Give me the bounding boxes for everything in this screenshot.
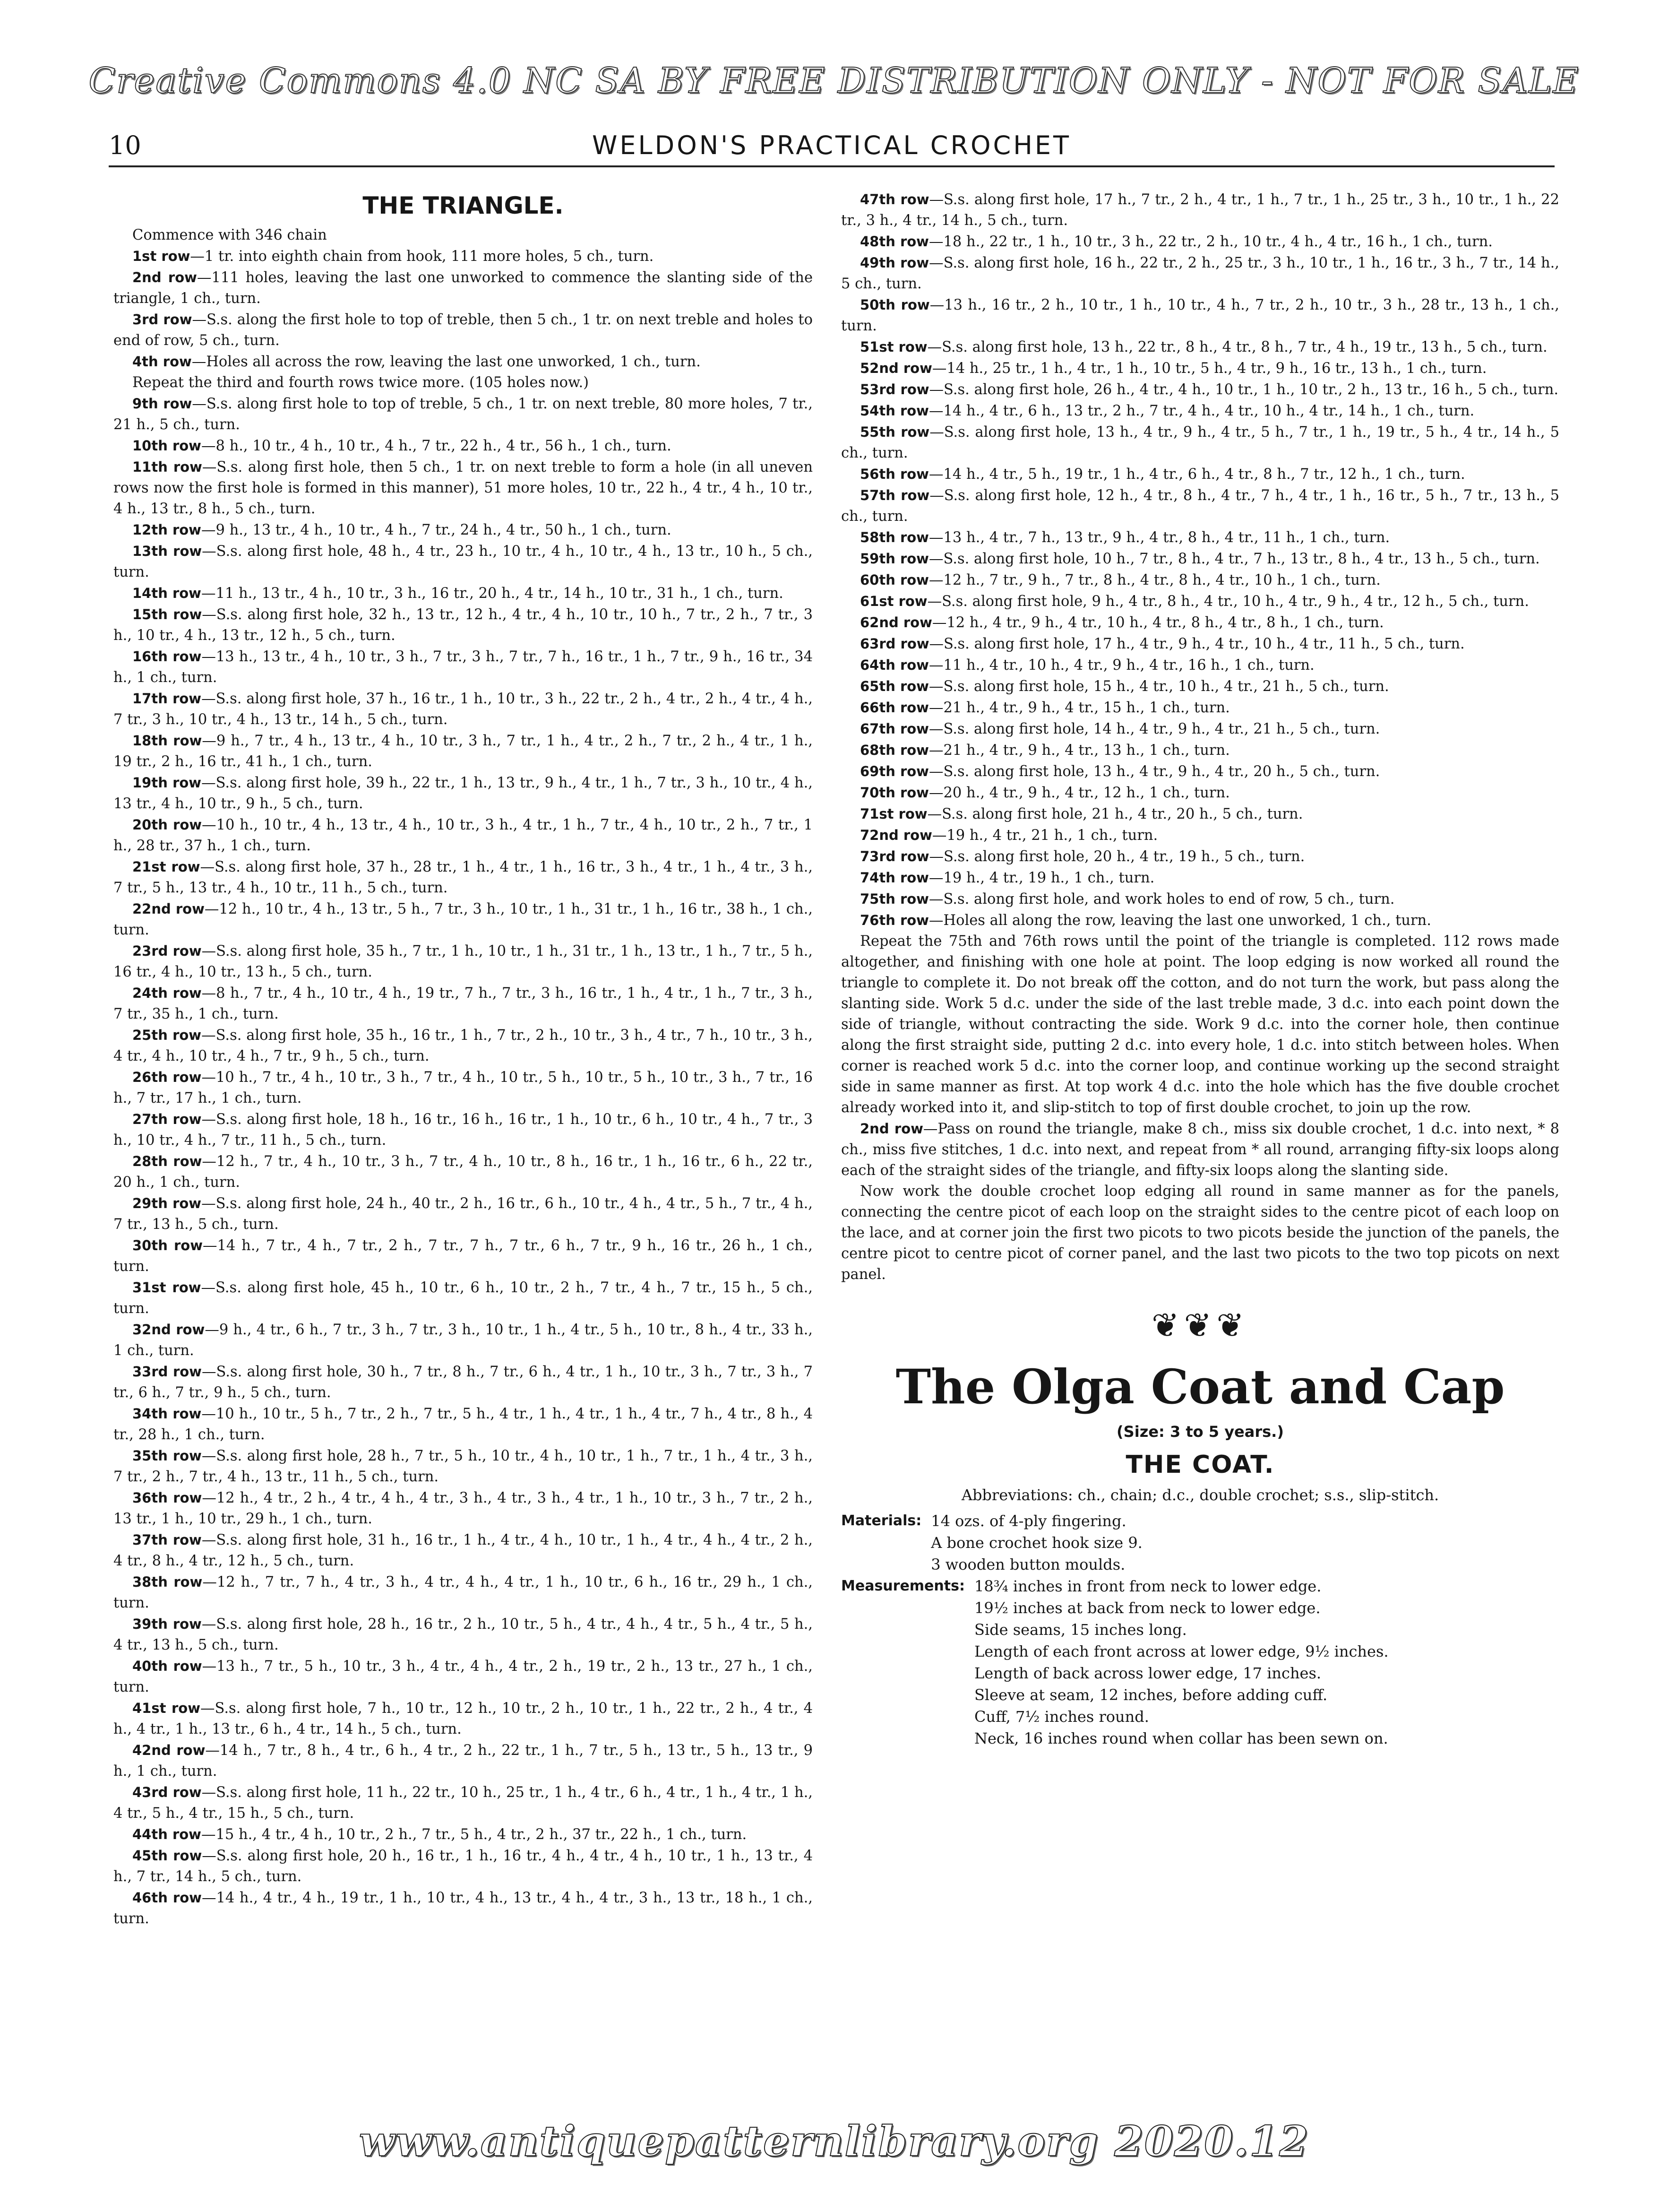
running-header bbox=[109, 128, 1555, 167]
row-text: —11 h., 13 tr., 4 h., 10 tr., 3 h., 16 tr., 20 h., 4 tr., 14 h., 10 tr., 31 h., 1 ch., turn. bbox=[201, 585, 783, 602]
row-label: 32nd row bbox=[132, 1322, 205, 1338]
row-label: 63rd row bbox=[860, 636, 929, 652]
instruction-row bbox=[841, 846, 1559, 867]
row-label: 57th row bbox=[860, 487, 930, 503]
row-text: —S.s. along first hole, then 5 ch., 1 tr. on next treble to form a hole (in all uneven rows now the first hole is formed in this manner), 51 more holes, 10 tr., 22 h., 4 tr., 4 h., 10 tr., 4 h., 13 tr., 8 h., 5 ch., turn. bbox=[113, 459, 813, 517]
row-label: 29th row bbox=[132, 1195, 202, 1211]
instruction-row bbox=[841, 189, 1559, 231]
row-text: —8 h., 10 tr., 4 h., 10 tr., 4 h., 7 tr., 22 h., 4 tr., 56 h., 1 ch., turn. bbox=[201, 438, 671, 454]
row-label: 76th row bbox=[860, 912, 929, 928]
row-text: —20 h., 4 tr., 9 h., 4 tr., 12 h., 1 ch., turn. bbox=[929, 785, 1230, 801]
instruction-row bbox=[113, 435, 813, 457]
row-text: —S.s. along first hole to top of treble, 5 ch., 1 tr. on next treble, 80 more holes, 7 tr., 21 h., 5 ch., turn. bbox=[113, 396, 813, 433]
row-text: —14 h., 7 tr., 8 h., 4 tr., 6 h., 4 tr., 2 h., 22 tr., 1 h., 7 tr., 5 h., 13 tr., 5 h., 13 tr., 9 h., 1 ch., turn. bbox=[113, 1742, 813, 1780]
row-text: —S.s. along first hole, 37 h., 16 tr., 1 h., 10 tr., 3 h., 22 tr., 2 h., 4 tr., 2 h., 4 tr., 4 h., 7 tr., 3 h., 10 tr., 4 h., 13 tr., 14 h., 5 ch., turn. bbox=[113, 691, 813, 728]
left-column bbox=[113, 189, 813, 1929]
instruction-row bbox=[113, 1824, 813, 1845]
measurements-label: Measurements: bbox=[841, 1578, 965, 1594]
row-text: —12 h., 7 tr., 7 h., 4 tr., 3 h., 4 tr., 4 h., 4 tr., 1 h., 10 tr., 6 h., 16 tr., 29 h., 1 ch., turn. bbox=[113, 1574, 813, 1611]
row-label: 37th row bbox=[132, 1532, 202, 1548]
row-text: —10 h., 7 tr., 4 h., 10 tr., 3 h., 7 tr., 4 h., 10 tr., 5 h., 10 tr., 5 h., 10 tr., 3 h., 7 tr., 16 h., 7 tr., 17 h., 1 ch., turn. bbox=[113, 1069, 813, 1106]
instruction-row bbox=[841, 889, 1559, 910]
row-text: —S.s. along first hole, 13 h., 4 tr., 9 h., 4 tr., 5 h., 7 tr., 1 h., 19 tr., 5 h., 4 tr., 14 h., 5 ch., turn. bbox=[841, 424, 1559, 461]
row-label: 62nd row bbox=[860, 614, 932, 631]
row-label: 38th row bbox=[132, 1574, 203, 1590]
row-text: —S.s. along the first hole to top of treble, then 5 ch., 1 tr. on next treble and holes to end of row, 5 ch., turn. bbox=[113, 311, 813, 349]
running-title: WELDON'S PRACTICAL CROCHET bbox=[592, 130, 1071, 160]
instruction-row bbox=[113, 1782, 813, 1824]
row-text: —S.s. along first hole, 17 h., 7 tr., 2 h., 4 tr., 1 h., 7 tr., 1 h., 25 tr., 3 h., 10 tr., 1 h., 22 tr., 3 h., 4 tr., 14 h., 5 ch., turn. bbox=[841, 191, 1559, 229]
row-label: 60th row bbox=[860, 572, 929, 588]
instruction-row bbox=[113, 1529, 813, 1572]
intro-line: Commence with 346 chain bbox=[132, 227, 327, 243]
row-label: 75th row bbox=[860, 891, 929, 907]
instruction-row bbox=[841, 527, 1559, 548]
repeat-paragraph: Repeat the 75th and 76th rows until the point of the triangle is completed. 112 rows made altogether, and finishing with one hole at point. The loop edging is now worked all round the triangle to complete it. Do not break off the cotton, and do not turn the work, but pass along the slanting side. Work 5 d.c. under the side of the last treble made, 3 d.c. into each point down the side of triangle, without contracting the side. Work 9 d.c. into the corner hole, then continue along the first straight side, putting 2 d.c. into every hole, 1 d.c. into stitch between holes. When corner is reached work 5 d.c. into the corner loop, and continue working up the second straight side in same manner as first. At top work 4 d.c. into the hole which has the five double crochet already worked into it, and slip-stitch to top of first double crochet, to join up the row. bbox=[841, 933, 1559, 1116]
row-text: —111 holes, leaving the last one unworked to commence the slanting side of the triangle, 1 ch., turn. bbox=[113, 269, 813, 307]
instruction-row bbox=[113, 393, 813, 435]
row-text: —S.s. along first hole, 20 h., 4 tr., 19 h., 5 ch., turn. bbox=[929, 848, 1305, 865]
row-text: —S.s. along first hole, 32 h., 13 tr., 12 h., 4 tr., 4 h., 10 tr., 10 h., 7 tr., 2 h., 7 tr., 3 h., 10 tr., 4 h., 13 tr., 12 h., 5 ch., turn. bbox=[113, 606, 813, 644]
instruction-row bbox=[113, 1067, 813, 1109]
rows-list-a bbox=[113, 246, 813, 372]
row-label: 64th row bbox=[860, 657, 929, 673]
instruction-row bbox=[113, 457, 813, 519]
row-text: —S.s. along first hole, 13 h., 4 tr., 9 h., 4 tr., 20 h., 5 ch., turn. bbox=[929, 763, 1380, 780]
row-label: 69th row bbox=[860, 763, 929, 779]
row-label: 40th row bbox=[132, 1658, 202, 1674]
row-text: —12 h., 7 tr., 9 h., 7 tr., 8 h., 4 tr., 8 h., 4 tr., 10 h., 1 ch., turn. bbox=[929, 572, 1381, 588]
measurement-item: Neck, 16 inches round when collar has been sewn on. bbox=[974, 1729, 1388, 1747]
instruction-row bbox=[113, 899, 813, 941]
row-label: 54th row bbox=[860, 403, 929, 419]
instruction-row bbox=[841, 337, 1559, 358]
row-label: 51st row bbox=[860, 339, 928, 355]
row-text: —21 h., 4 tr., 9 h., 4 tr., 13 h., 1 ch., turn. bbox=[929, 742, 1230, 759]
materials-item: A bone crochet hook size 9. bbox=[931, 1534, 1143, 1552]
row-label: 21st row bbox=[132, 859, 200, 875]
measurement-item: Length of each front across at lower edge, 9½ inches. bbox=[974, 1642, 1389, 1660]
row-text: —11 h., 4 tr., 10 h., 4 tr., 9 h., 4 tr., 16 h., 1 ch., turn. bbox=[929, 657, 1315, 674]
second-row-paragraph bbox=[841, 1118, 1559, 1181]
row-label: 1st row bbox=[132, 248, 190, 264]
row-label: 17th row bbox=[132, 691, 202, 707]
row-text: —S.s. along first hole, 35 h., 7 tr., 1 h., 10 tr., 1 h., 31 tr., 1 h., 13 tr., 1 h., 7 tr., 5 h., 16 tr., 4 h., 10 tr., 13 h., 5 ch., turn. bbox=[113, 943, 813, 980]
measurement-item: Sleeve at seam, 12 inches, before adding cuff. bbox=[974, 1686, 1328, 1704]
row-label: 52nd row bbox=[860, 360, 932, 376]
instruction-row bbox=[113, 1487, 813, 1529]
row-label: 27th row bbox=[132, 1111, 202, 1127]
row-label: 3rd row bbox=[132, 311, 192, 328]
instruction-row bbox=[113, 604, 813, 646]
instruction-row bbox=[841, 910, 1559, 931]
instruction-row bbox=[841, 294, 1559, 337]
measurement-item: Length of back across lower edge, 17 inches. bbox=[974, 1664, 1322, 1682]
row-label: 70th row bbox=[860, 785, 929, 801]
instruction-row bbox=[841, 400, 1559, 422]
row-label: 42nd row bbox=[132, 1742, 206, 1758]
row-label: 72nd row bbox=[860, 827, 932, 843]
instruction-row bbox=[113, 1151, 813, 1193]
instruction-row bbox=[113, 1025, 813, 1067]
row-label: 2nd row bbox=[132, 269, 197, 285]
instruction-row bbox=[113, 309, 813, 351]
row-text: —12 h., 4 tr., 9 h., 4 tr., 10 h., 4 tr., 8 h., 4 tr., 8 h., 1 ch., turn. bbox=[932, 614, 1384, 631]
row-label: 33rd row bbox=[132, 1364, 202, 1380]
instruction-row bbox=[113, 856, 813, 899]
row-text: —S.s. along first hole, 12 h., 4 tr., 8 h., 4 tr., 7 h., 4 tr., 1 h., 16 tr., 5 h., 7 tr., 13 h., 5 ch., turn. bbox=[841, 487, 1559, 525]
row-label: 9th row bbox=[132, 396, 192, 412]
instruction-row bbox=[113, 246, 813, 267]
row-text: —S.s. along first hole, 35 h., 16 tr., 1 h., 7 tr., 2 h., 10 tr., 3 h., 4 tr., 7 h., 10 tr., 3 h., 4 tr., 4 h., 10 tr., 4 h., 7 tr., 9 h., 5 ch., turn. bbox=[113, 1027, 813, 1064]
row-label: 11th row bbox=[132, 459, 202, 475]
final-paragraph: Now work the double crochet loop edging all round in same manner as for the panels, connecting the centre picot of each loop on the straight sides to the centre picot of each loop on the lace, and at corner join the first two picots to two picots beside the junction of the panels, the centre picot to centre picot of corner panel, and the last two picots to the two top picots on next panel. bbox=[841, 1183, 1559, 1283]
row-text: —14 h., 4 tr., 5 h., 19 tr., 1 h., 4 tr., 6 h., 4 tr., 8 h., 7 tr., 12 h., 1 ch., turn. bbox=[929, 466, 1465, 483]
row-text: —S.s. along first hole, 39 h., 22 tr., 1 h., 13 tr., 9 h., 4 tr., 1 h., 7 tr., 3 h., 10 tr., 4 h., 13 tr., 4 h., 10 tr., 9 h., 5 ch., turn. bbox=[113, 775, 813, 812]
instruction-row bbox=[841, 548, 1559, 570]
row-label: 50th row bbox=[860, 297, 930, 313]
row-label: 34th row bbox=[132, 1406, 202, 1422]
row-label: 67th row bbox=[860, 721, 929, 737]
instruction-row bbox=[113, 1887, 813, 1929]
instruction-row bbox=[113, 814, 813, 856]
row-text: —14 h., 7 tr., 4 h., 7 tr., 2 h., 7 tr., 7 h., 7 tr., 6 h., 7 tr., 9 h., 16 tr., 26 h., 1 ch., turn. bbox=[113, 1237, 813, 1275]
row-label: 22nd row bbox=[132, 901, 205, 917]
row-text: —S.s. along first hole, 20 h., 16 tr., 1 h., 16 tr., 4 h., 4 tr., 4 h., 10 tr., 1 h., 13 tr., 4 h., 7 tr., 14 h., 5 ch., turn. bbox=[113, 1848, 813, 1885]
instruction-row bbox=[841, 379, 1559, 400]
row-text: —18 h., 22 tr., 1 h., 10 tr., 3 h., 22 tr., 2 h., 10 tr., 4 h., 4 tr., 16 h., 1 ch., turn. bbox=[929, 233, 1493, 250]
size-line: (Size: 3 to 5 years.) bbox=[1117, 1423, 1284, 1441]
row-label: 74th row bbox=[860, 870, 929, 886]
row-label: 66th row bbox=[860, 700, 929, 716]
materials-block bbox=[841, 1510, 1559, 1575]
row-text: —21 h., 4 tr., 9 h., 4 tr., 15 h., 1 ch., turn. bbox=[929, 700, 1230, 716]
instruction-row bbox=[113, 541, 813, 583]
instruction-row bbox=[113, 1740, 813, 1782]
materials-item: 14 ozs. of 4-ply fingering. bbox=[931, 1512, 1126, 1530]
row-label: 71st row bbox=[860, 806, 928, 822]
measurement-item: Side seams, 15 inches long. bbox=[974, 1621, 1187, 1639]
row-label: 48th row bbox=[860, 233, 929, 250]
row-label: 73rd row bbox=[860, 848, 929, 864]
instruction-row bbox=[841, 676, 1559, 697]
rows-list-c bbox=[841, 189, 1559, 931]
instruction-row bbox=[841, 591, 1559, 612]
row-text: —13 h., 13 tr., 4 h., 10 tr., 3 h., 7 tr., 3 h., 7 tr., 7 h., 16 tr., 1 h., 7 tr., 9 h., 16 tr., 34 h., 1 ch., turn. bbox=[113, 648, 813, 686]
row-label: 10th row bbox=[132, 438, 201, 454]
row-text: —9 h., 13 tr., 4 h., 10 tr., 4 h., 7 tr., 24 h., 4 tr., 50 h., 1 ch., turn. bbox=[201, 522, 671, 538]
row-label: 16th row bbox=[132, 648, 202, 665]
instruction-row bbox=[113, 267, 813, 309]
instruction-row bbox=[113, 1193, 813, 1235]
instruction-row bbox=[113, 519, 813, 541]
instruction-row bbox=[113, 1403, 813, 1445]
row-label: 30th row bbox=[132, 1237, 203, 1253]
row-label: 31st row bbox=[132, 1279, 201, 1296]
row-label: 53rd row bbox=[860, 381, 929, 397]
row-label: 2nd row bbox=[860, 1121, 923, 1137]
instruction-row bbox=[841, 231, 1559, 252]
instruction-row bbox=[841, 422, 1559, 464]
materials-item: 3 wooden button moulds. bbox=[931, 1555, 1126, 1573]
repeat-note: Repeat the third and fourth rows twice more. (105 holes now.) bbox=[132, 374, 589, 391]
row-label: 12th row bbox=[132, 522, 201, 538]
row-label: 24th row bbox=[132, 985, 202, 1001]
row-label: 36th row bbox=[132, 1490, 202, 1506]
instruction-row bbox=[841, 740, 1559, 761]
row-text: —S.s. along first hole, 24 h., 40 tr., 2 h., 16 tr., 6 h., 10 tr., 4 h., 4 tr., 5 h., 7 tr., 4 h., 7 tr., 13 h., 5 ch., turn. bbox=[113, 1195, 813, 1233]
instruction-row bbox=[113, 1235, 813, 1277]
row-label: 43rd row bbox=[132, 1784, 202, 1800]
row-text: —S.s. along first hole, 11 h., 22 tr., 10 h., 25 tr., 1 h., 4 tr., 6 h., 4 tr., 1 h., 4 tr., 1 h., 4 tr., 5 h., 4 tr., 15 h., 5 ch., turn. bbox=[113, 1784, 813, 1822]
row-text: —S.s. along first hole, 17 h., 4 tr., 9 h., 4 tr., 10 h., 4 tr., 11 h., 5 ch., turn. bbox=[929, 636, 1465, 652]
instruction-row bbox=[841, 782, 1559, 804]
row-label: 23rd row bbox=[132, 943, 202, 959]
right-column bbox=[841, 189, 1559, 1749]
instruction-row bbox=[841, 825, 1559, 846]
row-text: —13 h., 16 tr., 2 h., 10 tr., 1 h., 10 tr., 4 h., 7 tr., 2 h., 10 tr., 3 h., 28 tr., 13 h., 1 ch., turn. bbox=[841, 297, 1559, 334]
row-text: —S.s. along first hole, 45 h., 10 tr., 6 h., 10 tr., 2 h., 7 tr., 4 h., 7 tr., 15 h., 5 ch., turn. bbox=[113, 1279, 813, 1317]
row-text: —S.s. along first hole, 7 h., 10 tr., 12 h., 10 tr., 2 h., 10 tr., 1 h., 22 tr., 2 h., 4 tr., 4 h., 4 tr., 1 h., 13 tr., 6 h., 4 tr., 14 h., 5 ch., turn. bbox=[113, 1700, 813, 1737]
row-text: —S.s. along first hole, 9 h., 4 tr., 8 h., 4 tr., 10 h., 4 tr., 9 h., 4 tr., 12 h., 5 ch., turn. bbox=[927, 593, 1529, 610]
row-text: —19 h., 4 tr., 21 h., 1 ch., turn. bbox=[932, 827, 1158, 844]
row-text: —S.s. along first hole, 16 h., 22 tr., 2 h., 25 tr., 3 h., 10 tr., 1 h., 16 tr., 3 h., 7 tr., 14 h., 5 ch., turn. bbox=[841, 255, 1559, 292]
row-text: —S.s. along first hole, 18 h., 16 tr., 16 h., 16 tr., 1 h., 10 tr., 6 h., 10 tr., 4 h., 7 tr., 3 h., 10 tr., 4 h., 7 tr., 11 h., 5 ch., turn. bbox=[113, 1111, 813, 1149]
row-text: —12 h., 10 tr., 4 h., 13 tr., 5 h., 7 tr., 3 h., 10 tr., 1 h., 31 tr., 1 h., 16 tr., 38 h., 1 ch., turn. bbox=[113, 901, 813, 938]
measurement-item: 19½ inches at back from neck to lower edge. bbox=[974, 1599, 1321, 1617]
instruction-row bbox=[113, 351, 813, 372]
row-text: —13 h., 4 tr., 7 h., 13 tr., 9 h., 4 tr., 8 h., 4 tr., 11 h., 1 ch., turn. bbox=[929, 529, 1390, 546]
row-text: —10 h., 10 tr., 5 h., 7 tr., 2 h., 7 tr., 5 h., 4 tr., 1 h., 4 tr., 1 h., 4 tr., 7 h., 4 tr., 8 h., 4 tr., 28 h., 1 ch., turn. bbox=[113, 1406, 813, 1443]
row-text: —12 h., 4 tr., 2 h., 4 tr., 4 h., 4 tr., 3 h., 4 tr., 3 h., 4 tr., 1 h., 10 tr., 3 h., 7 tr., 2 h., 13 tr., 1 h., 10 tr., 29 h., 1 ch., turn. bbox=[113, 1490, 813, 1527]
row-label: 26th row bbox=[132, 1069, 202, 1085]
instruction-row bbox=[841, 485, 1559, 527]
row-text: —S.s. along first hole, 48 h., 4 tr., 23 h., 10 tr., 4 h., 10 tr., 4 h., 13 tr., 10 h., 5 ch., turn. bbox=[113, 543, 813, 580]
instruction-row bbox=[113, 1656, 813, 1698]
section-title: THE TRIANGLE. bbox=[362, 192, 564, 219]
instruction-row bbox=[113, 772, 813, 814]
instruction-row bbox=[113, 1698, 813, 1740]
instruction-row bbox=[113, 1277, 813, 1319]
row-label: 39th row bbox=[132, 1616, 202, 1632]
instruction-row bbox=[841, 252, 1559, 294]
row-label: 49th row bbox=[860, 255, 929, 271]
row-label: 15th row bbox=[132, 606, 202, 622]
instruction-row bbox=[841, 761, 1559, 782]
instruction-row bbox=[841, 464, 1559, 485]
row-label: 47th row bbox=[860, 191, 929, 207]
row-label: 41st row bbox=[132, 1700, 201, 1716]
row-label: 25th row bbox=[132, 1027, 202, 1043]
instruction-row bbox=[841, 570, 1559, 591]
instruction-row bbox=[113, 1445, 813, 1487]
row-text: —S.s. along first hole, 10 h., 7 tr., 8 h., 4 tr., 7 h., 13 tr., 8 h., 4 tr., 13 h., 5 ch., turn. bbox=[929, 551, 1540, 567]
row-label: 45th row bbox=[132, 1848, 202, 1864]
row-label: 61st row bbox=[860, 593, 928, 609]
footer-url: www.antiquepatternlibrary.org 2020.12 bbox=[359, 2117, 1309, 2166]
row-text: —9 h., 4 tr., 6 h., 7 tr., 3 h., 7 tr., 3 h., 10 tr., 1 h., 4 tr., 5 h., 10 tr., 8 h., 4 tr., 33 h., 1 ch., turn. bbox=[113, 1322, 813, 1359]
materials-label: Materials: bbox=[841, 1512, 922, 1529]
row-text: —S.s. along first hole, 28 h., 7 tr., 5 h., 10 tr., 4 h., 10 tr., 1 h., 7 tr., 1 h., 4 tr., 3 h., 7 tr., 2 h., 7 tr., 4 h., 13 tr., 11 h., 5 ch., turn. bbox=[113, 1448, 813, 1485]
row-text: —14 h., 4 tr., 4 h., 19 tr., 1 h., 10 tr., 4 h., 13 tr., 4 h., 4 tr., 3 h., 13 tr., 18 h., 1 ch., turn. bbox=[113, 1890, 813, 1927]
instruction-row bbox=[113, 730, 813, 772]
row-text: —S.s. along first hole, 15 h., 4 tr., 10 h., 4 tr., 21 h., 5 ch., turn. bbox=[929, 678, 1389, 695]
instruction-row bbox=[841, 358, 1559, 379]
instruction-row bbox=[113, 583, 813, 604]
row-text: —14 h., 25 tr., 1 h., 4 tr., 1 h., 10 tr., 5 h., 4 tr., 9 h., 16 tr., 13 h., 1 ch., turn. bbox=[932, 360, 1487, 377]
row-label: 55th row bbox=[860, 424, 930, 440]
row-label: 14th row bbox=[132, 585, 201, 601]
row-text: —S.s. along first hole, and work holes to end of row, 5 ch., turn. bbox=[929, 891, 1395, 907]
instruction-row bbox=[841, 718, 1559, 740]
instruction-row bbox=[113, 688, 813, 730]
instruction-row bbox=[841, 697, 1559, 718]
instruction-row bbox=[113, 1361, 813, 1403]
row-label: 68th row bbox=[860, 742, 929, 758]
page-number: 10 bbox=[109, 130, 141, 160]
article-title: The Olga Coat and Cap bbox=[895, 1359, 1505, 1415]
instruction-row bbox=[113, 1614, 813, 1656]
abbreviations-line: Abbreviations: ch., chain; d.c., double crochet; s.s., slip-stitch. bbox=[961, 1486, 1439, 1504]
row-text: —14 h., 4 tr., 6 h., 13 tr., 2 h., 7 tr., 4 h., 4 tr., 10 h., 4 tr., 14 h., 1 ch., turn. bbox=[929, 403, 1475, 419]
row-label: 20th row bbox=[132, 817, 202, 833]
rows-list-b bbox=[113, 393, 813, 1929]
measurements-block bbox=[841, 1575, 1559, 1749]
row-text: —12 h., 7 tr., 4 h., 10 tr., 3 h., 7 tr., 4 h., 10 tr., 8 h., 16 tr., 1 h., 16 tr., 6 h., 22 tr., 20 h., 1 ch., turn. bbox=[113, 1153, 813, 1191]
row-text: —Holes all along the row, leaving the last one unworked, 1 ch., turn. bbox=[929, 912, 1431, 929]
row-label: 58th row bbox=[860, 529, 929, 545]
row-text: —15 h., 4 tr., 4 h., 10 tr., 2 h., 7 tr., 5 h., 4 tr., 2 h., 37 tr., 22 h., 1 ch., turn. bbox=[201, 1826, 747, 1843]
row-text: —19 h., 4 tr., 19 h., 1 ch., turn. bbox=[929, 870, 1155, 886]
measurement-item: 18¾ inches in front from neck to lower edge. bbox=[974, 1577, 1322, 1595]
row-text: —S.s. along first hole, 14 h., 4 tr., 9 h., 4 tr., 21 h., 5 ch., turn. bbox=[929, 721, 1380, 737]
row-label: 4th row bbox=[132, 354, 192, 370]
instruction-row bbox=[841, 633, 1559, 655]
instruction-row bbox=[841, 867, 1559, 889]
instruction-row bbox=[113, 1572, 813, 1614]
row-text: —9 h., 7 tr., 4 h., 13 tr., 4 h., 10 tr., 3 h., 7 tr., 1 h., 4 tr., 2 h., 7 tr., 2 h., 4 tr., 1 h., 19 tr., 2 h., 16 tr., 41 h., 1 ch., turn. bbox=[113, 733, 813, 770]
row-text: —13 h., 7 tr., 5 h., 10 tr., 3 h., 4 tr., 4 h., 4 tr., 2 h., 19 tr., 2 h., 13 tr., 27 h., 1 ch., turn. bbox=[113, 1658, 813, 1695]
ornament: ❦❦❦ bbox=[1152, 1306, 1249, 1345]
instruction-row bbox=[113, 646, 813, 688]
row-label: 44th row bbox=[132, 1826, 201, 1842]
row-text: —Pass on round the triangle, make 8 ch., miss six double crochet, 1 d.c. into next, * 8 ch., miss five stitches, 1 d.c. into next, and repeat from * all round, arranging fifty-six loops along each of the straight sides of the triangle, and fifty-six loops along the slanting side. bbox=[841, 1121, 1559, 1179]
row-label: 59th row bbox=[860, 551, 929, 567]
instruction-row bbox=[841, 612, 1559, 633]
row-label: 19th row bbox=[132, 775, 202, 791]
instruction-row bbox=[113, 1845, 813, 1887]
row-label: 46th row bbox=[132, 1890, 202, 1906]
instruction-row bbox=[113, 1319, 813, 1361]
row-label: 18th row bbox=[132, 733, 202, 749]
instruction-row bbox=[841, 655, 1559, 676]
license-banner: Creative Commons 4.0 NC SA BY FREE DISTRIBUTION ONLY - NOT FOR SALE bbox=[88, 60, 1580, 101]
row-label: 13th row bbox=[132, 543, 202, 559]
measurement-item: Cuff, 7½ inches round. bbox=[974, 1708, 1149, 1726]
row-text: —S.s. along first hole, 37 h., 28 tr., 1 h., 4 tr., 1 h., 16 tr., 3 h., 4 tr., 1 h., 4 tr., 3 h., 7 tr., 5 h., 13 tr., 4 h., 10 tr., 11 h., 5 ch., turn. bbox=[113, 859, 813, 896]
row-text: —S.s. along first hole, 26 h., 4 tr., 4 h., 10 tr., 1 h., 10 tr., 2 h., 13 tr., 16 h., 5 ch., turn. bbox=[929, 381, 1559, 398]
row-text: —1 tr. into eighth chain from hook, 111 more holes, 5 ch., turn. bbox=[190, 248, 654, 265]
row-label: 35th row bbox=[132, 1448, 202, 1464]
row-text: —S.s. along first hole, 28 h., 16 tr., 2 h., 10 tr., 5 h., 4 tr., 4 h., 4 tr., 5 h., 4 tr., 5 h., 4 tr., 13 h., 5 ch., turn. bbox=[113, 1616, 813, 1653]
instruction-row bbox=[113, 1109, 813, 1151]
row-text: —S.s. along first hole, 21 h., 4 tr., 20 h., 5 ch., turn. bbox=[927, 806, 1303, 822]
instruction-row bbox=[841, 804, 1559, 825]
instruction-row bbox=[113, 941, 813, 983]
row-text: —S.s. along first hole, 31 h., 16 tr., 1 h., 4 tr., 4 h., 10 tr., 1 h., 4 tr., 4 h., 4 tr., 2 h., 4 tr., 8 h., 4 tr., 12 h., 5 ch., turn. bbox=[113, 1532, 813, 1569]
row-label: 65th row bbox=[860, 678, 929, 694]
instruction-row bbox=[113, 983, 813, 1025]
row-text: —S.s. along first hole, 13 h., 22 tr., 8 h., 4 tr., 8 h., 7 tr., 4 h., 19 tr., 13 h., 5 ch., turn. bbox=[927, 339, 1548, 355]
row-text: —8 h., 7 tr., 4 h., 10 tr., 4 h., 19 tr., 7 h., 7 tr., 3 h., 16 tr., 1 h., 4 tr., 1 h., 7 tr., 3 h., 7 tr., 35 h., 1 ch., turn. bbox=[113, 985, 813, 1022]
row-text: —Holes all across the row, leaving the last one unworked, 1 ch., turn. bbox=[191, 354, 701, 370]
row-text: —S.s. along first hole, 30 h., 7 tr., 8 h., 7 tr., 6 h., 4 tr., 1 h., 10 tr., 3 h., 7 tr., 3 h., 7 tr., 6 h., 7 tr., 9 h., 5 ch., turn. bbox=[113, 1364, 813, 1401]
row-label: 28th row bbox=[132, 1153, 202, 1169]
row-label: 56th row bbox=[860, 466, 929, 482]
row-text: —10 h., 10 tr., 4 h., 13 tr., 4 h., 10 tr., 3 h., 4 tr., 1 h., 7 tr., 4 h., 10 tr., 2 h., 7 tr., 1 h., 28 tr., 37 h., 1 ch., turn. bbox=[113, 817, 813, 854]
coat-title: THE COAT. bbox=[1126, 1451, 1275, 1479]
